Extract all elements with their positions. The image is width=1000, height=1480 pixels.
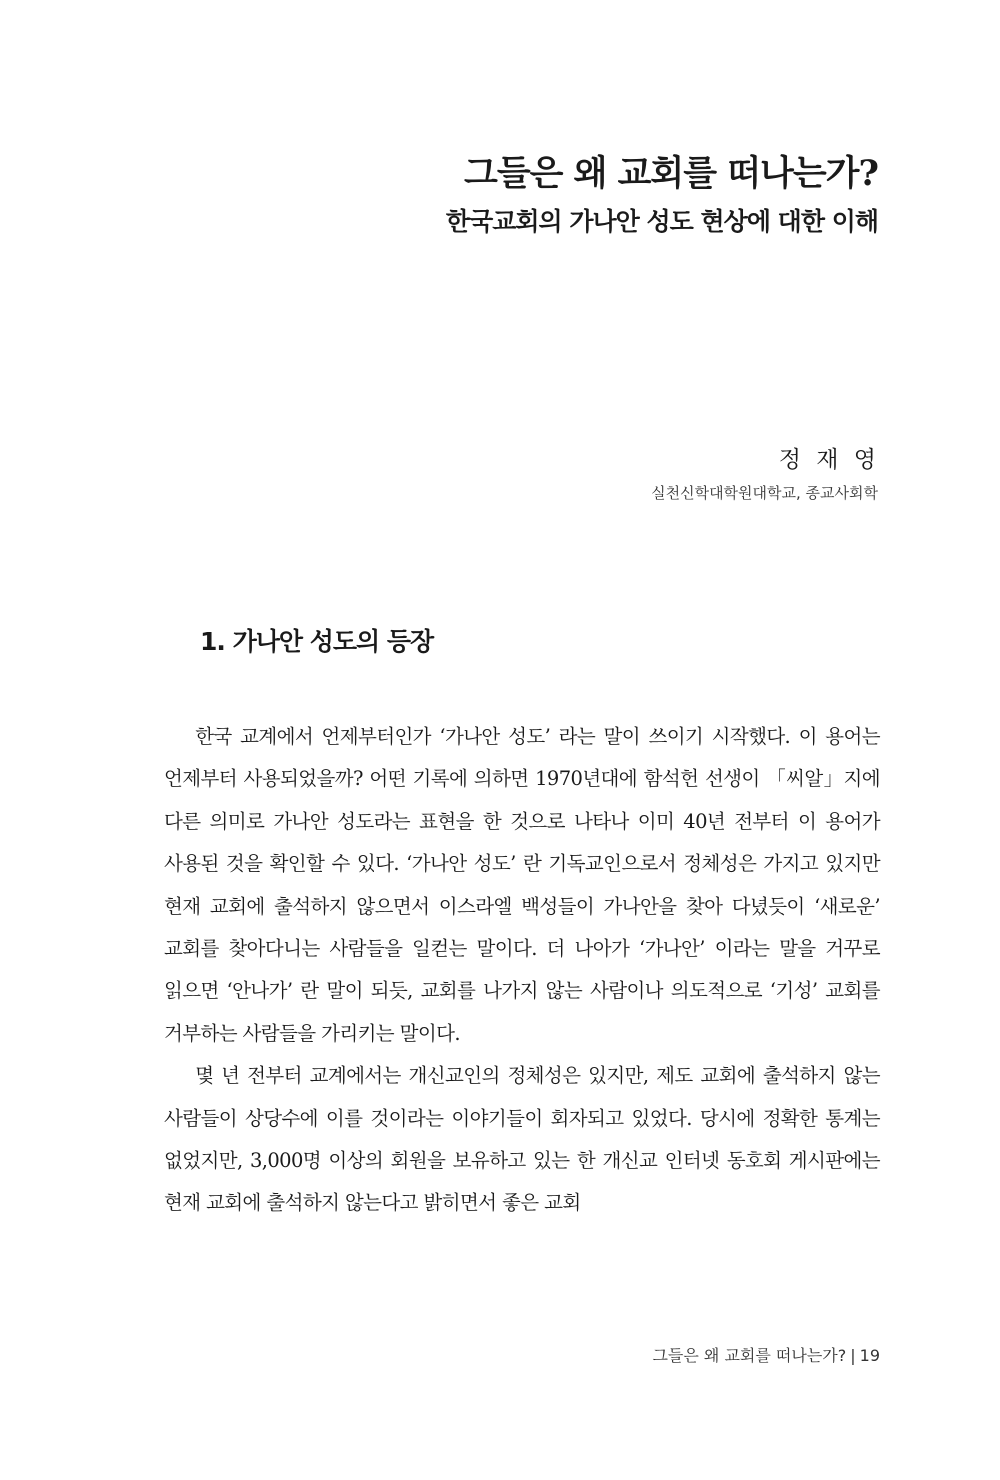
page-footer [652,1343,880,1366]
footer-running-title: 그들은 왜 교회를 떠나는가? [652,1346,847,1365]
author-affiliation: 실천신학대학원대학교, 종교사회학 [651,484,878,502]
paragraph-2: 몇 년 전부터 교계에서는 개신교인의 정체성은 있지만, 제도 교회에 출석하지 않는 사람들이 상당수에 이를 것이라는 이야기들이 회자되고 있었다. 당시에 정확한 통계는 없었지만, 3,000명 이상의 회원을 보유하고 있는 한 개신교 인터넷 동호회 게시판에는 현재 교회에 출석하지 않는다고 밝히면서 좋은 교회 [164,1064,880,1215]
author-name: 정 재 영 [778,447,880,473]
page-subtitle: 한국교회의 가나안 성도 현상에 대한 이해 [445,207,878,236]
section-heading: 1. 가나안 성도의 등장 [200,627,434,656]
page-number: 19 [859,1346,880,1365]
page-title: 그들은 왜 교회를 떠나는가? [464,153,878,194]
footer-separator: | [850,1346,856,1365]
body-text [164,716,880,1225]
paragraph-1: 한국 교계에서 언제부터인가 ‘가나안 성도’ 라는 말이 쓰이기 시작했다. 이 용어는 언제부터 사용되었을까? 어떤 기록에 의하면 1970년대에 함석헌 선생이 「씨알」지에 다른 의미로 가나안 성도라는 표현을 한 것으로 나타나 이미 40년 전부터 이 용어가 사용된 것을 확인할 수 있다. ‘가나안 성도’ 란 기독교인으로서 정체성은 가지고 있지만 현재 교회에 출석하지 않으면서 이스라엘 백성들이 가나안을 찾아 다녔듯이 ‘새로운’ 교회를 찾아다니는 사람들을 일컫는 말이다. 더 나아가 ‘가나안’ 이라는 말을 거꾸로 읽으면 ‘안나가’ 란 말이 되듯, 교회를 나가지 않는 사람이나 의도적으로 ‘기성’ 교회를 거부하는 사람들을 가리키는 말이다. [164,725,880,1045]
